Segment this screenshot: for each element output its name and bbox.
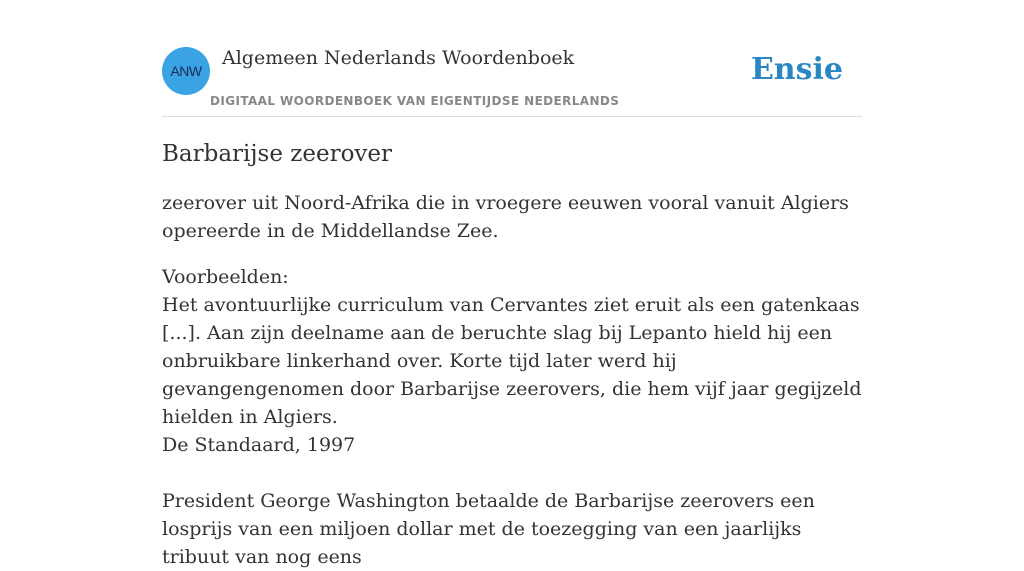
dictionary-subtitle: DIGITAAL WOORDENBOEK VAN EIGENTIJDSE NEDERLANDS: [210, 94, 620, 108]
site-header: [162, 46, 862, 117]
example-text: President George Washington betaalde de Barbarijse zeerovers een losprijs van een miljoen dollar met de toezegging van een jaarlijks tribuut van nog eens: [162, 490, 815, 568]
dictionary-title[interactable]: Algemeen Nederlands Woordenboek: [222, 47, 575, 69]
entry-definition: zeerover uit Noord-Afrika die in vroegere eeuwen vooral vanuit Algiers opereerde in de Middellandse Zee.: [162, 192, 849, 242]
example-text: Het avontuurlijke curriculum van Cervantes ziet eruit als een gatenkaas [...]. Aan zijn deelname aan de beruchte slag bij Lepanto hield hij een onbruikbare linkerhand over. Korte tijd later werd hij gevangengenomen door Barbarijse zeerovers, die hem vijf jaar gegijzeld hielden in Algiers.: [162, 294, 862, 428]
anw-logo[interactable]: ANW: [162, 47, 210, 95]
examples-label: Voorbeelden:: [162, 266, 289, 288]
ensie-logo-link[interactable]: Ensie: [750, 52, 843, 87]
entry-content: [162, 136, 862, 571]
entry-headword: Barbarijse zeerover: [162, 141, 393, 167]
example-source: De Standaard, 1997: [162, 434, 356, 456]
